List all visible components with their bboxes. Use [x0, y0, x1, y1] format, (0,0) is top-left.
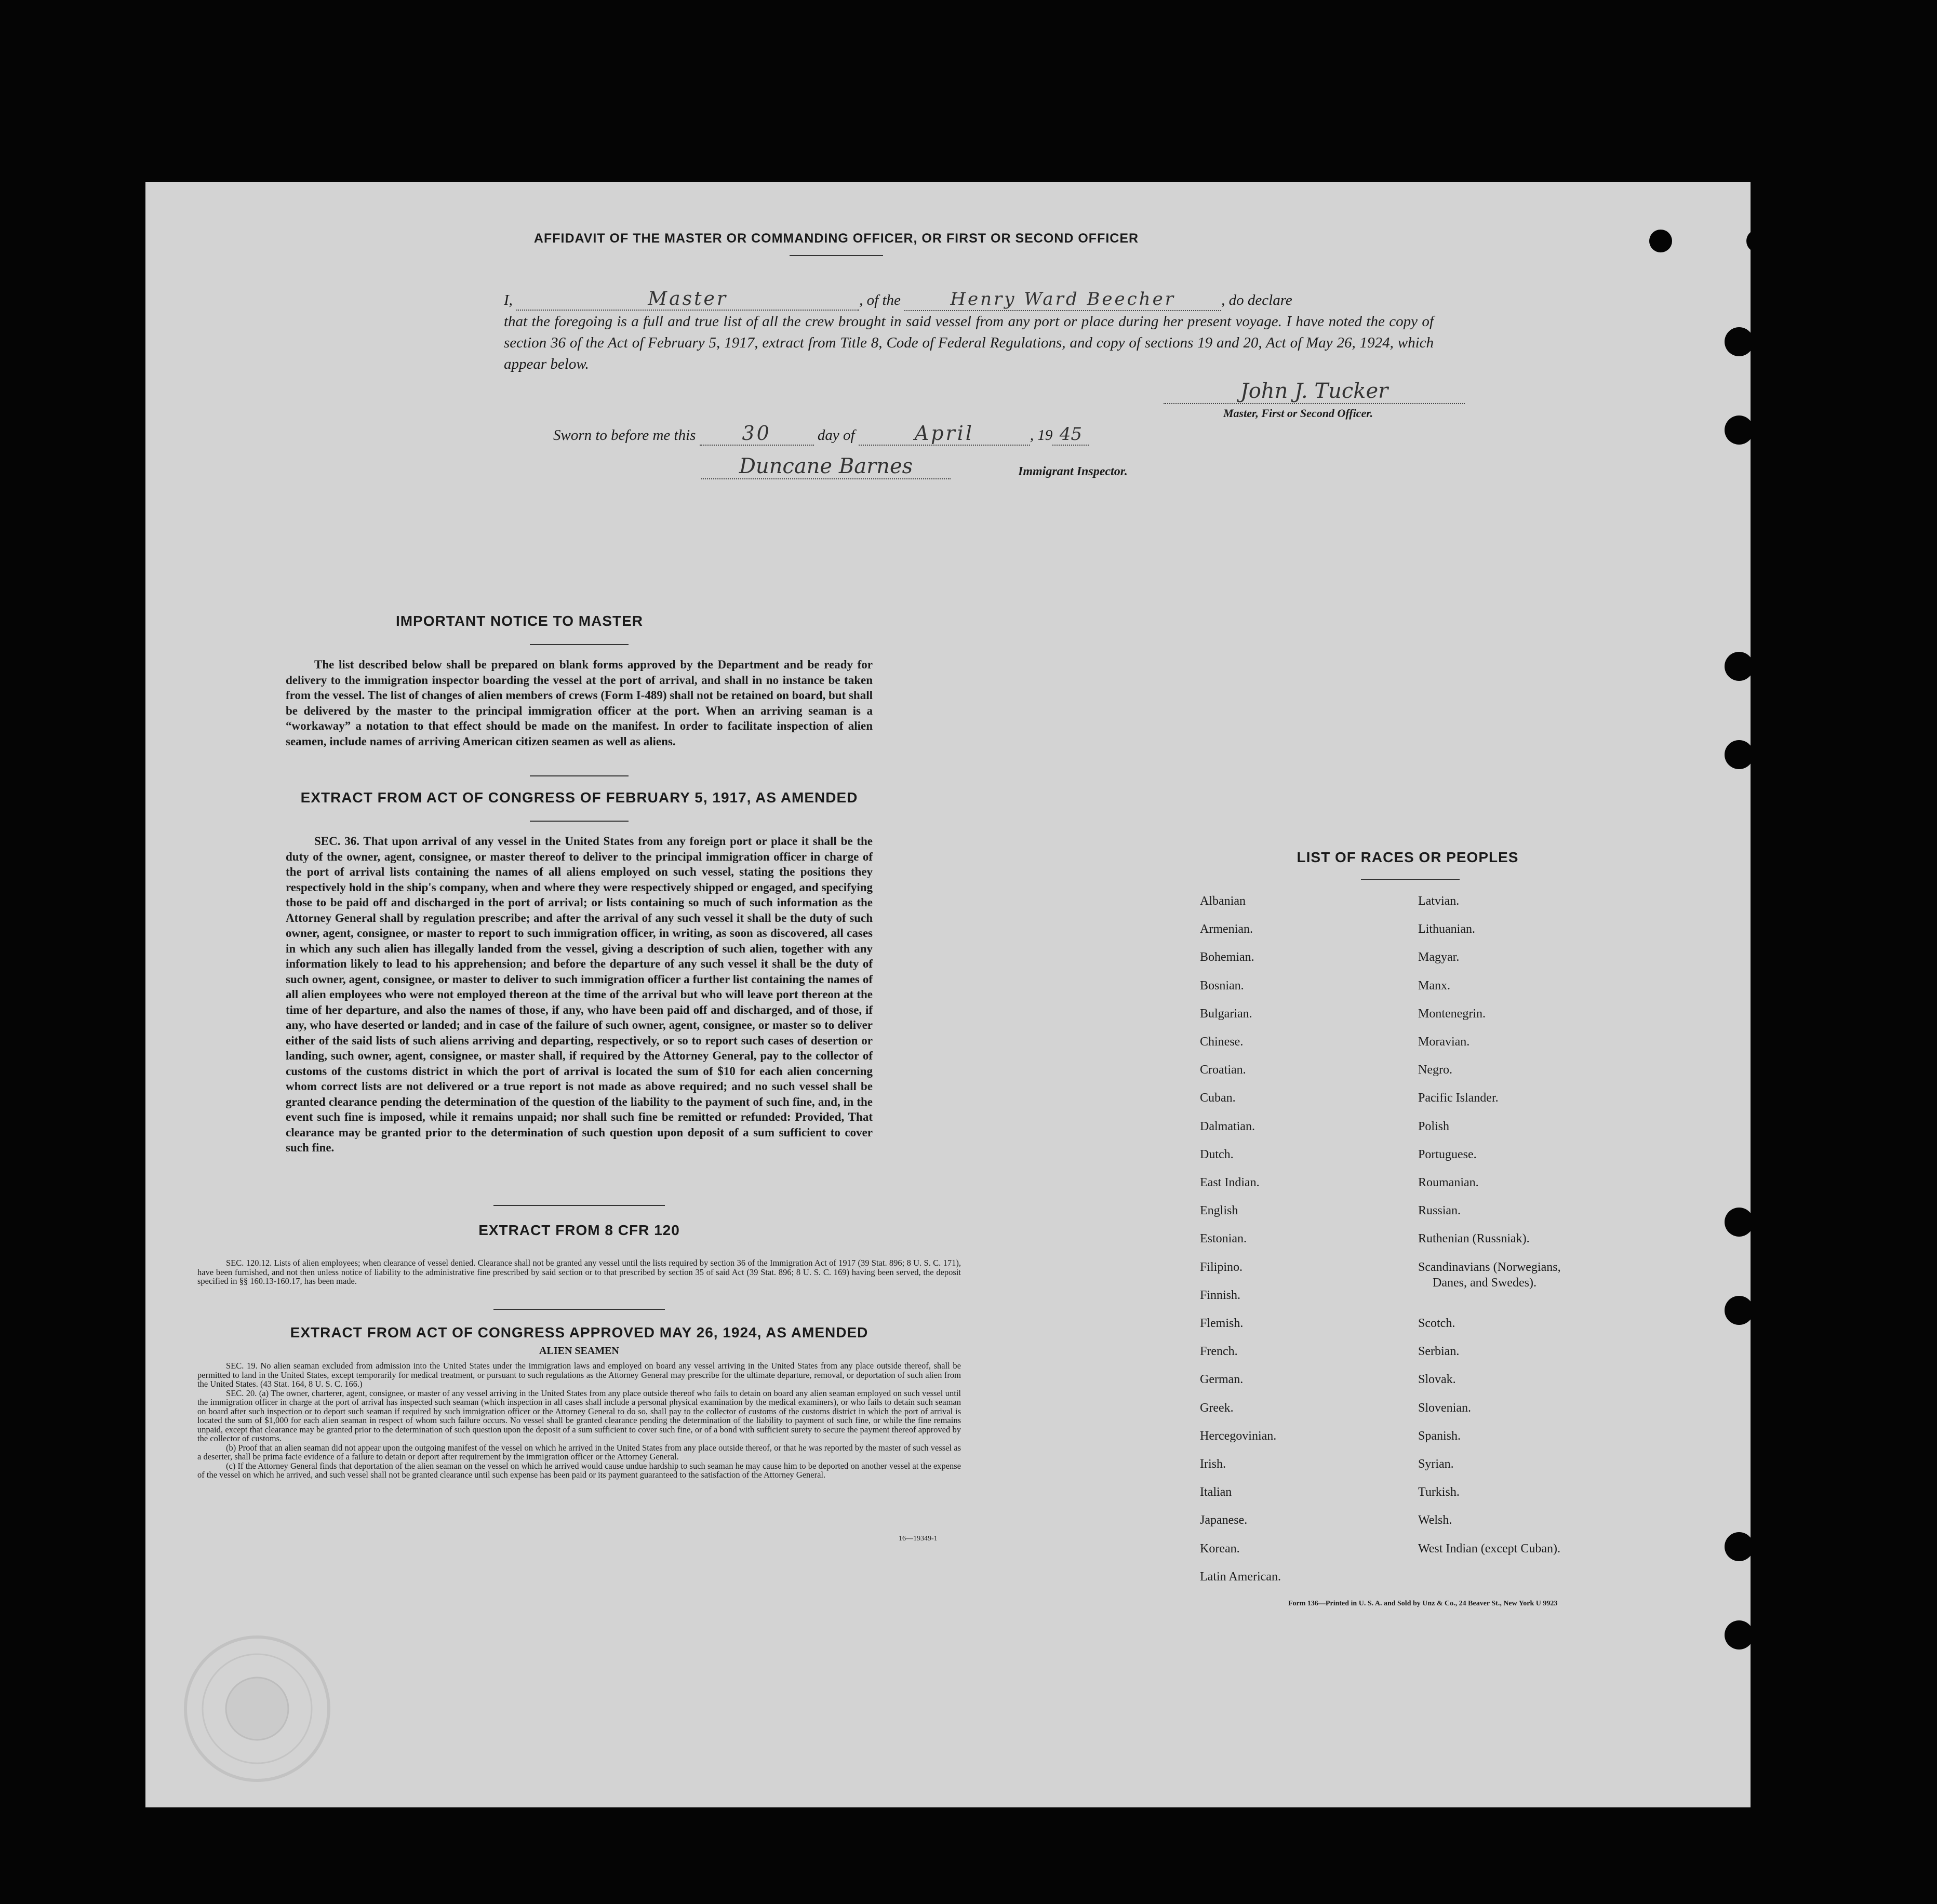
race-item: Latvian. — [1418, 894, 1460, 908]
races-title: LIST OF RACES OR PEOPLES — [1297, 849, 1519, 865]
inspector-caption: Immigrant Inspector. — [1018, 465, 1128, 478]
master-signature: John J. Tucker — [1164, 379, 1465, 404]
race-item: Flemish. — [1200, 1317, 1244, 1330]
affidavit-prefix: I, — [504, 292, 513, 309]
cfr-body: SEC. 120.12. Lists of alien employees; when clearance of vessel denied. Clearance shall not be granted any vessel until the lists required by section 36 of the Immigration Act of 1917 (39 Stat. 896; 8 U. S. C. 171), have been furnished, and not then unless notice of liability to the administrative fine prescribed by said section or to that prescribed by section 35 of said Act (39 Stat. 896; 8 U. S. C. 169) having been served, the deposit specified in §§ 160.13-160.17, has been made. — [197, 1258, 961, 1286]
punch-hole — [1725, 1532, 1751, 1561]
race-item: Cuban. — [1200, 1091, 1236, 1105]
section-20c: (c) If the Attorney General finds that deportation of the alien seaman on the vessel on which he arrived would cause undue hardship to such seaman he may cause him to be deported on another vessel at the expense of the vessel on which he arrived, and such vessel shall not be granted clearance until such expense has been paid or its payment guaranteed to the satisfaction of the Attorney General. — [197, 1460, 961, 1480]
race-item: German. — [1200, 1373, 1244, 1387]
notice-title: IMPORTANT NOTICE TO MASTER — [395, 613, 644, 629]
race-item: Italian — [1200, 1485, 1232, 1499]
extract-1924-body — [197, 1361, 961, 1480]
divider — [493, 1205, 665, 1206]
day-field: 30 — [700, 422, 814, 446]
punch-hole — [1725, 652, 1751, 681]
race-item: Dalmatian. — [1200, 1119, 1255, 1133]
race-item: Hercegovinian. — [1200, 1429, 1277, 1443]
race-item: Portuguese. — [1418, 1147, 1477, 1161]
race-item: Syrian. — [1418, 1457, 1454, 1471]
year-field: 45 — [1052, 424, 1089, 446]
section-19: SEC. 19. No alien seaman excluded from admission into the United States under the immigration laws and employed on board any vessel arriving in the United States from any place outside thereof, shall be permitted to land in the United States, except temporarily for medical treatment, or pursuant to such regulations as the Attorney General may prescribe for the ultimate departure, removal, or deportation of such alien from the United States. (43 Stat. 164, 8 U. S. C. 166.) — [197, 1361, 961, 1389]
punch-hole — [1725, 740, 1751, 769]
race-item: Turkish. — [1418, 1485, 1460, 1499]
race-item: Welsh. — [1418, 1513, 1452, 1527]
punch-hole — [1725, 1296, 1751, 1325]
race-item: Dutch. — [1200, 1147, 1234, 1161]
race-item: English — [1200, 1204, 1238, 1218]
divider — [530, 821, 629, 822]
race-item: Chinese. — [1200, 1035, 1244, 1049]
race-item: Bulgarian. — [1200, 1007, 1252, 1021]
sworn-prefix: Sworn to before me this — [553, 427, 696, 444]
race-item: West Indian (except Cuban). — [1418, 1541, 1560, 1556]
race-item: Slovenian. — [1418, 1401, 1471, 1415]
extract-1924-subtitle: ALIEN SEAMEN — [539, 1345, 619, 1357]
affidavit-title: AFFIDAVIT OF THE MASTER OR COMMANDING OFFICER, OR FIRST OR SECOND OFFICER — [533, 231, 1139, 246]
punch-hole — [1649, 230, 1672, 252]
master-field: Master — [516, 288, 859, 311]
extract-1917-body: SEC. 36. That upon arrival of any vessel in the United States from any foreign port or place it shall be the duty of the owner, agent, consignee, or master thereof to deliver to the principal immigration officer in charge of the port of arrival lists containing the names of all aliens employed on such vessel, stating the positions they respectively hold in the ship's company, when and where they were respectively shipped or engaged, and specifying those to be paid off and discharged in the port of arrival; or lists containing so much of such information as the Attorney General shall by regulation prescribe; and after the arrival of any such vessel it shall be the duty of such owner, agent, consignee, or master to report to such immigration officer, in writing, as soon as discovered, all cases in which any such alien has illegally landed from the vessel, giving a description of such alien, together with any information likely to lead to his apprehension; and before the departure of any such vessel it shall be the duty of such owner, agent, consignee, or master to deliver to such immigration officer a further list containing the names of all alien employees who were not employed thereon at the time of the arrival but who will leave port thereon at the time of her departure, and also the names of those, if any, who have been paid off and discharged, and of those, if any, who have deserted or landed; and in case of the failure of such owner, agent, consignee, or master so to deliver either of the said lists of such aliens arriving and departing, respectively, or so to report such cases of desertion or landing, such owner, agent, consignee, or master shall, if required by the Attorney General, pay to the collector of customs of the customs district in which the port of arrival is located the sum of $10 for each alien concerning whom correct lists are not delivered or a true report is not made as above required; and no such vessel shall be granted clearance pending the determination of the question of the liability to the payment of such fine, and, in the event such fine is imposed, while it remains unpaid; nor shall such fine be remitted or refunded: Provided, That clearance may be granted prior to the determination of such question upon deposit of a sum sufficient to cover such fine. — [286, 835, 873, 1154]
race-item: French. — [1200, 1345, 1238, 1359]
cfr-title: EXTRACT FROM 8 CFR 120 — [478, 1222, 680, 1238]
race-item: Armenian. — [1200, 922, 1253, 936]
divider — [530, 775, 629, 776]
race-item: Danes, and Swedes). — [1433, 1276, 1537, 1290]
race-item: Bosnian. — [1200, 978, 1244, 993]
race-item: Magyar. — [1418, 950, 1460, 964]
extract-1917-title: EXTRACT FROM ACT OF CONGRESS OF FEBRUARY 5, 1917, AS AMENDED — [300, 789, 858, 806]
race-item: Polish — [1418, 1119, 1450, 1133]
race-item: Scotch. — [1418, 1317, 1455, 1330]
race-item: Lithuanian. — [1418, 922, 1475, 936]
race-item: East Indian. — [1200, 1176, 1260, 1189]
year-prefix: , 19 — [1030, 427, 1053, 444]
embossed-seal-icon — [179, 1631, 335, 1787]
sworn-line — [553, 422, 1089, 446]
document-page — [145, 182, 1751, 1807]
race-item: Estonian. — [1200, 1232, 1247, 1246]
punch-hole — [1725, 1620, 1751, 1650]
race-item: Japanese. — [1200, 1513, 1248, 1527]
affidavit-declare: , do declare — [1221, 292, 1292, 309]
vessel-name-field: Henry Ward Beecher — [904, 289, 1221, 311]
divider — [790, 255, 883, 256]
punch-hole — [1725, 1208, 1751, 1237]
notice-body: The list described below shall be prepared on blank forms approved by the Department and be ready for delivery to the immigration inspector boarding the vessel at the port of arrival, and shall in no instance be taken from the vessel. The list of changes of alien members of crews (Form I-489) shall not be retained on board, but shall be delivered by the master to the principal immigration officer at the port. When an arriving seaman is a “workaway” a notation to that effect should be made on the manifest. In order to facilitate inspection of alien seamen, include names of arriving American citizen seamen as well as aliens. — [286, 658, 873, 748]
race-item: Albanian — [1200, 894, 1246, 908]
section-20a: SEC. 20. (a) The owner, charterer, agent, consignee, or master of any vessel arriving in the United States from any place outside thereof who fails to detain on board any alien seaman employed on such vessel until the immigration officer in charge at the port of arrival has inspected such seaman (which inspection in all cases shall include a personal physical examination by the medical examiners), or who fails to detain such seaman on board after such inspection or to deport such seaman if required by such immigration officer or the Attorney General to do so, shall pay to the collector of customs of the customs district in which the port of arrival is located the sum of $1,000 for each alien seaman in respect of whom such failure occurs. No vessel shall be granted clearance pending the determination of the liability to payment of such fine, or while the fine remains unpaid, except that clearance may be granted prior to the determination of such question upon the deposit of a sum sufficient to cover such fine, or of a bond with sufficient surety to secure the payment thereof approved by the collector of customs. — [197, 1388, 961, 1443]
divider — [1361, 879, 1460, 880]
race-item: Ruthenian (Russniak). — [1418, 1232, 1530, 1246]
race-item: Scandinavians (Norwegians, — [1418, 1260, 1561, 1274]
punch-hole — [1725, 327, 1751, 356]
race-item: Irish. — [1200, 1457, 1226, 1471]
race-item: Montenegrin. — [1418, 1007, 1486, 1021]
divider — [530, 644, 629, 645]
race-item: Korean. — [1200, 1541, 1240, 1556]
race-item: Filipino. — [1200, 1260, 1243, 1274]
race-item: Finnish. — [1200, 1288, 1241, 1302]
day-of-label: day of — [817, 427, 855, 444]
form-code: 16—19349-1 — [899, 1535, 938, 1543]
inspector-signature: Duncane Barnes — [701, 454, 951, 479]
signature-caption: Master, First or Second Officer. — [1223, 407, 1373, 420]
race-item: Serbian. — [1418, 1345, 1460, 1359]
month-field: April — [859, 422, 1030, 446]
race-item: Manx. — [1418, 978, 1450, 993]
race-item: Bohemian. — [1200, 950, 1254, 964]
race-item: Croatian. — [1200, 1063, 1246, 1077]
race-item: Negro. — [1418, 1063, 1452, 1077]
race-item: Pacific Islander. — [1418, 1091, 1499, 1105]
extract-1924-title: EXTRACT FROM ACT OF CONGRESS APPROVED MAY 26, 1924, AS AMENDED — [290, 1324, 869, 1340]
race-item: Latin American. — [1200, 1570, 1281, 1584]
affidavit-declaration: that the foregoing is a full and true list of all the crew brought in said vessel from any port or place during her present voyage. I have noted the copy of section 36 of the Act of February 5, 1917, extract from Title 8, Code of Federal Regulations, and copy of sections 19 and 20, Act of May 26, 1924, which appear below. — [504, 313, 1434, 372]
printer-credit: Form 136—Printed in U. S. A. and Sold by Unz & Co., 24 Beaver St., New York U 9923 — [1288, 1600, 1558, 1607]
affidavit-text — [504, 288, 1434, 375]
race-item: Greek. — [1200, 1401, 1234, 1415]
race-item: Russian. — [1418, 1204, 1461, 1218]
punch-hole — [1746, 230, 1751, 252]
race-item: Slovak. — [1418, 1373, 1456, 1387]
race-item: Spanish. — [1418, 1429, 1461, 1443]
punch-hole — [1725, 415, 1751, 445]
race-item: Roumanian. — [1418, 1176, 1479, 1189]
race-item: Moravian. — [1418, 1035, 1470, 1049]
divider — [493, 1309, 665, 1310]
section-20b: (b) Proof that an alien seaman did not appear upon the outgoing manifest of the vessel on which he arrived in the United States from any place outside thereof, or that he was reported by the master of such vessel as a deserter, shall be prima facie evidence of a failure to detain or deport after requirement by the immigration officer or the Attorney General. — [197, 1442, 961, 1461]
affidavit-of-the: , of the — [859, 292, 901, 309]
